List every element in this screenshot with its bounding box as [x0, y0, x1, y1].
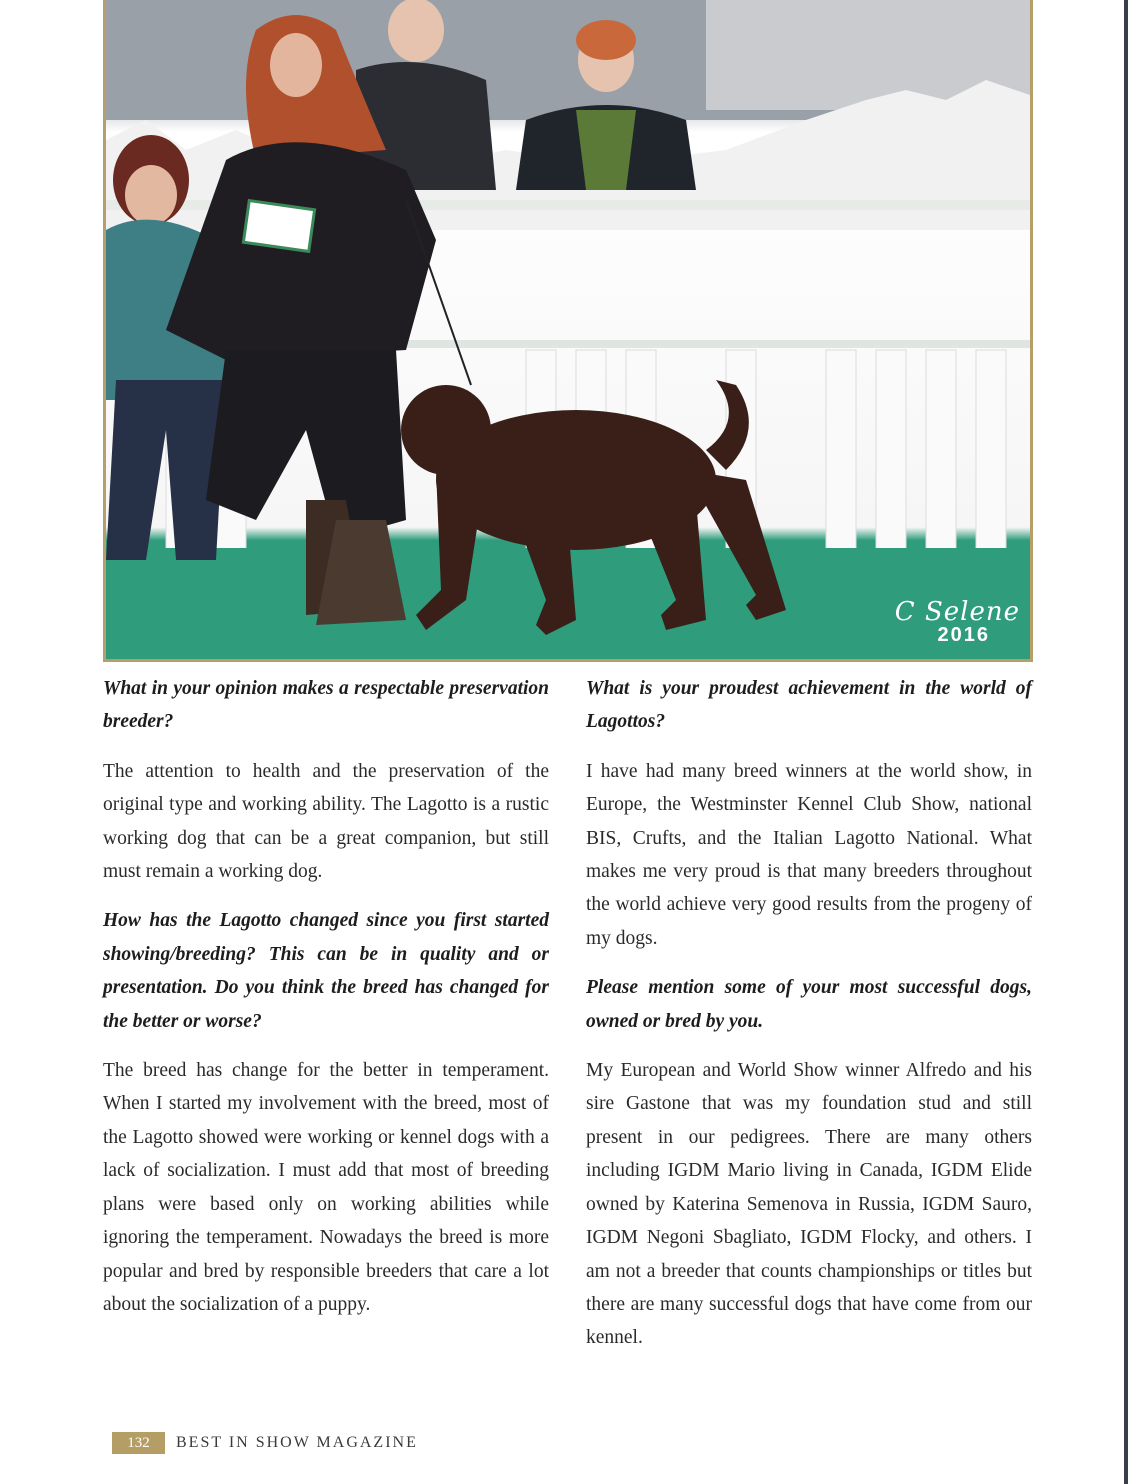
answer-preservation-breeder: The attention to health and the preservation of the original type and working ability. The Lagotto is a rustic working dog that can be a great companion, but still must remain a working dog.: [103, 760, 549, 883]
photo-credit: C Selene: [894, 597, 1020, 627]
photo-illustration: [106, 0, 1030, 659]
left-column: [103, 672, 549, 1337]
page-footer: [112, 1432, 418, 1454]
photo-year: 2016: [937, 624, 990, 646]
page-edge: [1124, 0, 1128, 1484]
answer-breed-changes: The breed has change for the better in temperament. When I started my involvement with the breed, most of the Lagotto showed were working or kennel dogs with a lack of socialization. I must add that most of breeding plans were based only on working abilities while ignoring the temperament. Nowadays the breed is more popular and bred by responsible breeders that care a lot about the socialization of a puppy.: [103, 1060, 549, 1315]
page-number: 132: [112, 1432, 165, 1454]
question-preservation-breeder: What in your opinion makes a respectable preservation breeder?: [103, 678, 549, 733]
photo-frame: [103, 0, 1033, 662]
answer-successful-dogs: My European and World Show winner Alfredo and his sire Gastone that was my foundation stud and still present in our pedigrees. There are many others including IGDM Mario living in Canada, IGDM Elide owned by Katerina Semenova in Russia, IGDM Sauro, IGDM Negoni Sbagliato, IGDM Flocky, and others. I am not a breeder that counts championships or titles but there are many successful dogs that have come from our kennel.: [586, 1060, 1032, 1349]
dog-show-photo: [106, 0, 1030, 659]
magazine-name: BEST IN SHOW MAGAZINE: [176, 1434, 418, 1451]
question-breed-changes: How has the Lagotto changed since you first started showing/breeding? This can be in quality and or presentation. Do you think the breed has changed for the better or worse?: [103, 910, 549, 1032]
question-successful-dogs: Please mention some of your most successful dogs, owned or bred by you.: [586, 977, 1032, 1032]
answer-proudest-achievement: I have had many breed winners at the world show, in Europe, the Westminster Kennel Club Show, national BIS, Crufts, and the Italian Lagotto National. What makes me very proud is that many breeders throughout the world achieve very good results from the progeny of my dogs.: [586, 760, 1032, 949]
question-proudest-achievement: What is your proudest achievement in the world of Lagottos?: [586, 678, 1032, 733]
right-column: [586, 672, 1032, 1371]
